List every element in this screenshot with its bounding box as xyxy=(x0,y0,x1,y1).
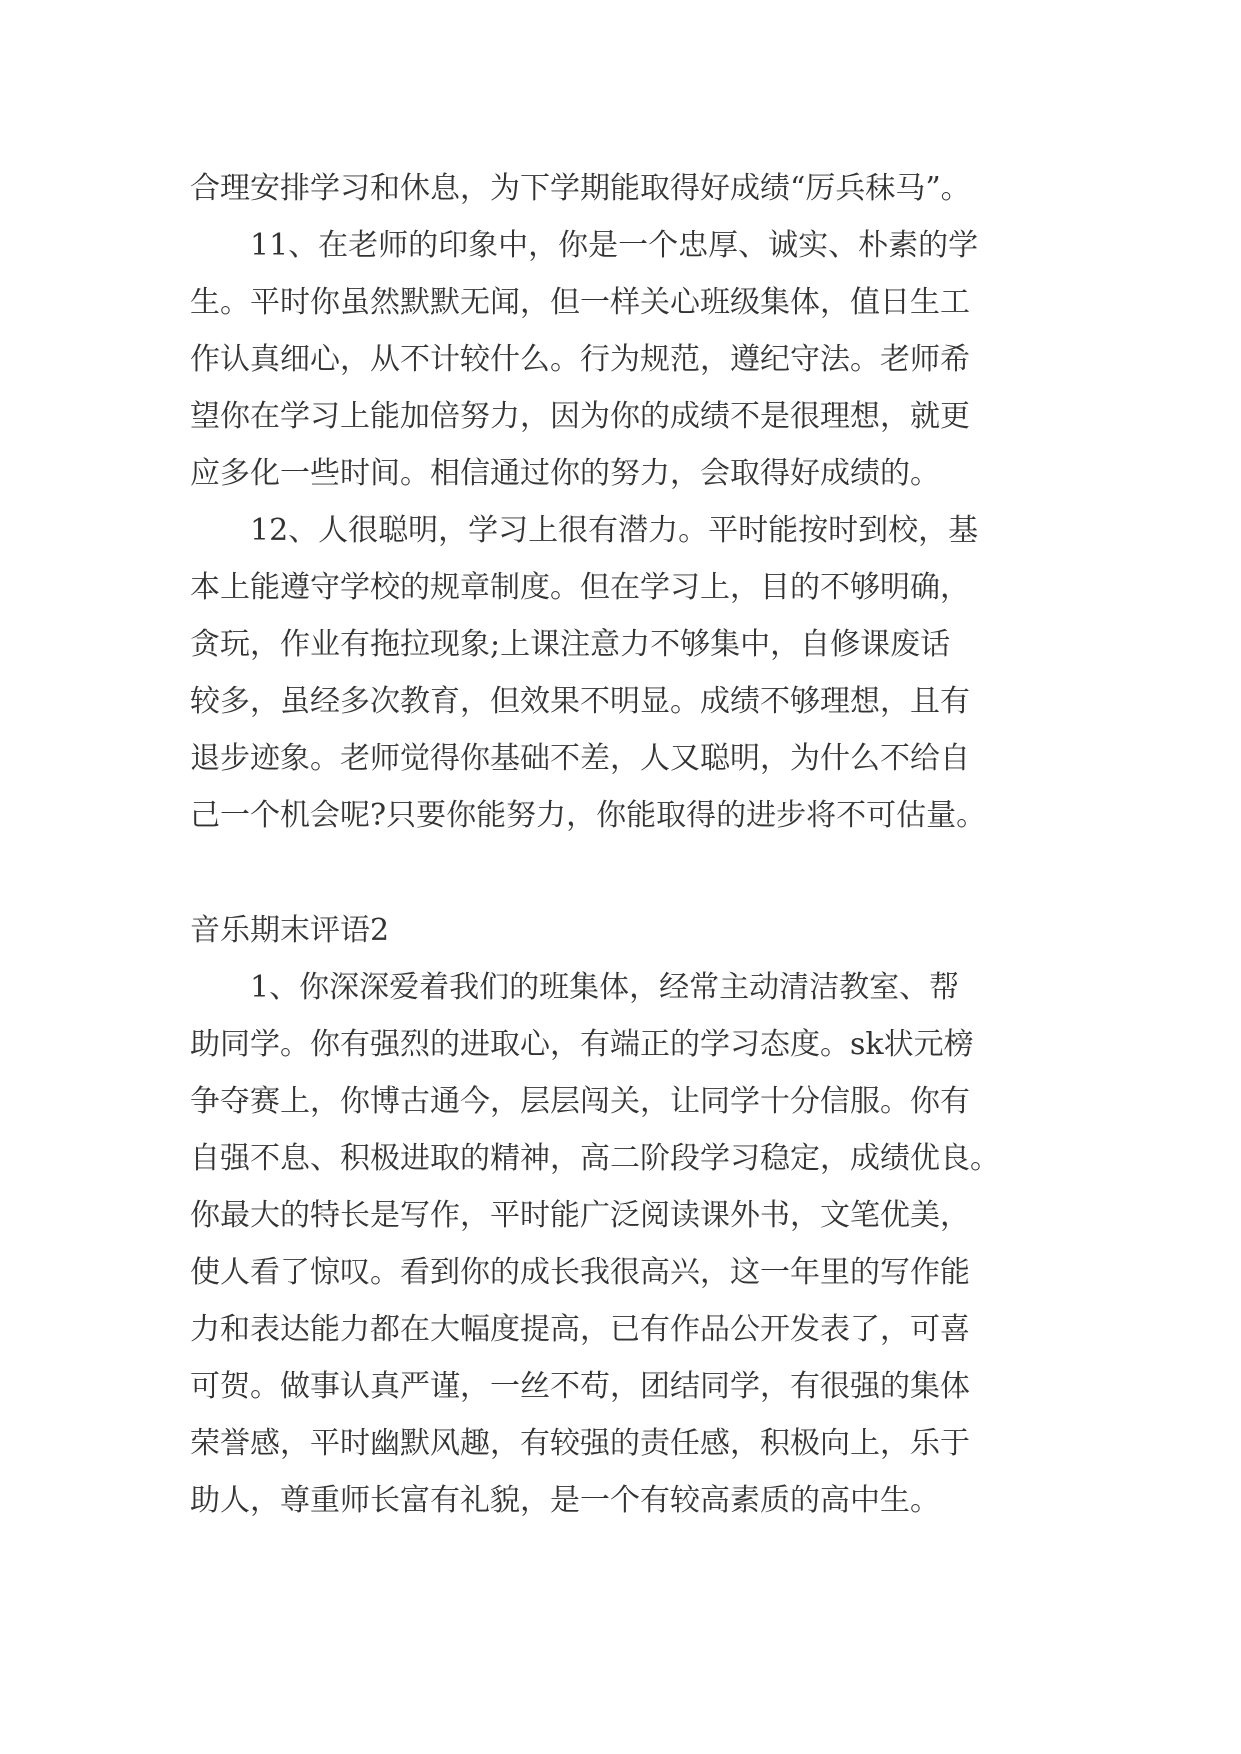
text-line: 助同学。你有强烈的进取心，有端正的学习态度。sk状元榜 xyxy=(190,1027,974,1062)
text-line: 应多化一些时间。相信通过你的努力，会取得好成绩的。 xyxy=(190,456,940,491)
text-line: 自强不息、积极进取的精神，高二阶段学习稳定，成绩优良。 xyxy=(190,1141,1000,1176)
text-line: 争夺赛上，你博古通今，层层闯关，让同学十分信服。你有 xyxy=(190,1084,970,1119)
paragraph-12 xyxy=(190,502,1055,844)
text-line: 退步迹象。老师觉得你基础不差，人又聪明，为什么不给自 xyxy=(190,741,970,776)
text-line: 贪玩，作业有拖拉现象;上课注意力不够集中，自修课废话 xyxy=(190,627,951,662)
text-line: 本上能遵守学校的规章制度。但在学习上，目的不够明确， xyxy=(190,570,970,605)
text-line: 助人，尊重师长富有礼貌，是一个有较高素质的高中生。 xyxy=(190,1483,940,1518)
text-line: 11、在老师的印象中，你是一个忠厚、诚实、朴素的学 xyxy=(250,228,979,263)
paragraph-1 xyxy=(190,959,1055,1529)
text-line: 荣誉感，平时幽默风趣，有较强的责任感，积极向上，乐于 xyxy=(190,1426,970,1461)
text-line: 使人看了惊叹。看到你的成长我很高兴，这一年里的写作能 xyxy=(190,1255,970,1290)
text-line: 可贺。做事认真严谨，一丝不苟，团结同学，有很强的集体 xyxy=(190,1369,970,1404)
text-line: 望你在学习上能加倍努力，因为你的成绩不是很理想，就更 xyxy=(190,399,970,434)
text-line: 1、你深深爱着我们的班集体，经常主动清洁教室、帮 xyxy=(250,970,960,1005)
paragraph-10-continuation xyxy=(190,160,1055,217)
paragraph-11 xyxy=(190,217,1055,502)
section-heading: 音乐期末评语2 xyxy=(190,913,390,948)
document-page xyxy=(190,160,1055,1529)
text-line: 力和表达能力都在大幅度提高，已有作品公开发表了，可喜 xyxy=(190,1312,970,1347)
text-line: 合理安排学习和休息，为下学期能取得好成绩“厉兵秣马”。 xyxy=(190,171,971,206)
text-line: 你最大的特长是写作，平时能广泛阅读课外书，文笔优美， xyxy=(190,1198,970,1233)
text-line: 己一个机会呢?只要你能努力，你能取得的进步将不可估量。 xyxy=(190,798,987,833)
text-line: 作认真细心，从不计较什么。行为规范，遵纪守法。老师希 xyxy=(190,342,970,377)
text-line: 12、人很聪明，学习上很有潜力。平时能按时到校，基 xyxy=(250,513,979,548)
text-line: 较多，虽经多次教育，但效果不明显。成绩不够理想，且有 xyxy=(190,684,970,719)
text-line: 生。平时你虽然默默无闻，但一样关心班级集体，值日生工 xyxy=(190,285,970,320)
